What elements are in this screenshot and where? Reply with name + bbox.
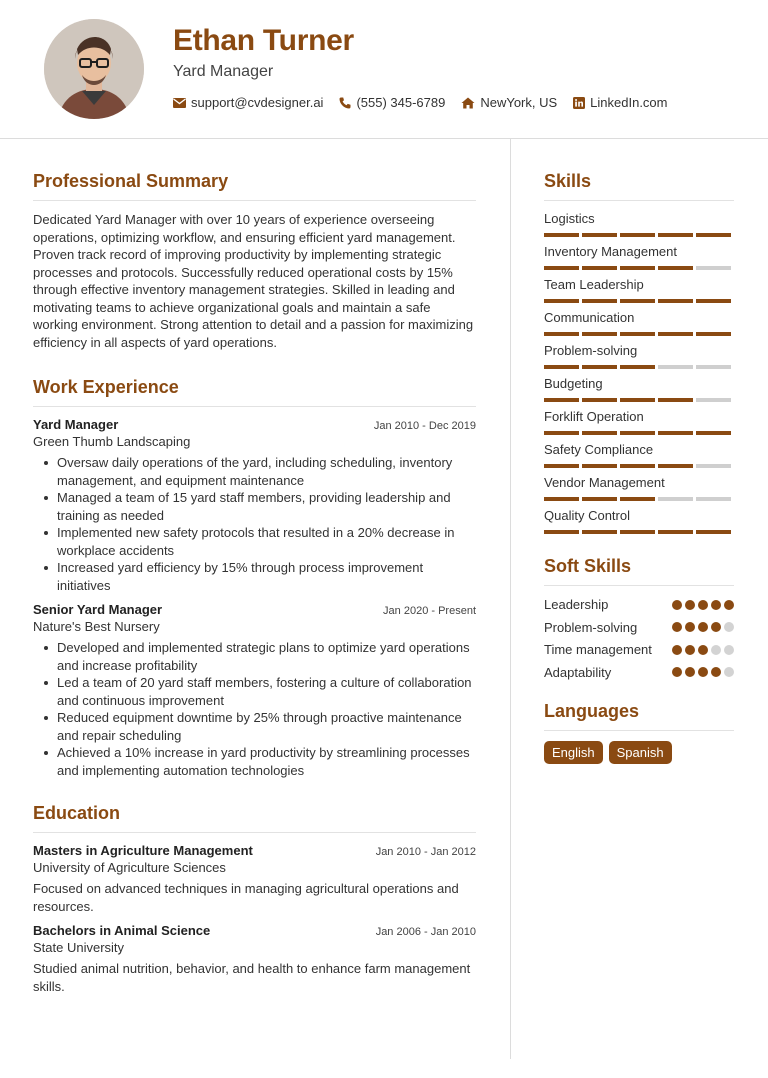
soft-skill-rating — [672, 622, 734, 632]
skill-level-segment — [696, 266, 731, 270]
skill-level-segment — [620, 398, 655, 402]
linkedin-icon — [573, 97, 585, 109]
skill-level-segment — [696, 431, 731, 435]
skill-level-segment — [696, 497, 731, 501]
job-title: Yard Manager — [33, 417, 119, 432]
skill-name: Logistics — [544, 211, 595, 226]
job-company: Green Thumb Landscaping — [33, 434, 191, 449]
rating-dot — [672, 622, 682, 632]
contact-email[interactable] — [173, 95, 323, 110]
skill-name: Team Leadership — [544, 277, 644, 292]
skill-level-segment — [620, 233, 655, 237]
skill-level-segment — [582, 299, 617, 303]
language-tag: English — [544, 741, 603, 764]
rating-dot — [685, 667, 695, 677]
skills-section — [544, 171, 734, 534]
skill-item — [544, 508, 734, 534]
person-photo-icon — [44, 19, 144, 119]
skill-level-segment — [582, 431, 617, 435]
language-tag: Spanish — [609, 741, 672, 764]
rating-dot — [724, 667, 734, 677]
skill-level-bar — [544, 398, 734, 402]
skill-item — [544, 376, 734, 402]
contact-location-text: NewYork, US — [480, 95, 558, 110]
skill-item — [544, 211, 734, 237]
soft-skill-item — [544, 641, 734, 659]
skill-level-segment — [696, 398, 731, 402]
profile-photo — [44, 19, 144, 119]
skill-level-segment — [544, 398, 579, 402]
summary-text: Dedicated Yard Manager with over 10 years of experience overseeing operations, optimizing workflow, and ensuring efficient yard management. Proven track record of improving productivity by implementing strategic processes and protocols. Successfully reduced operational costs by 15% through effective inventory management strategies. Skilled in leading and motivating teams to achieve organizational goals and maintain a safe working environment. Strong attention to detail and a passion for maximizing efficiency in all aspects of yard operations. — [33, 212, 474, 350]
soft-skill-rating — [672, 645, 734, 655]
skill-level-segment — [544, 431, 579, 435]
school-name: University of Agriculture Sciences — [33, 860, 226, 875]
rating-dot — [724, 622, 734, 632]
education-entry — [33, 923, 476, 995]
degree-title: Masters in Agriculture Management — [33, 843, 253, 858]
rating-dot — [698, 645, 708, 655]
rating-dot — [698, 667, 708, 677]
skill-level-segment — [582, 233, 617, 237]
languages-section — [544, 701, 734, 764]
candidate-name: Ethan Turner — [173, 24, 354, 57]
soft-skill-item — [544, 596, 734, 614]
skill-level-segment — [658, 530, 693, 534]
contact-location — [461, 95, 557, 110]
skill-level-bar — [544, 464, 734, 468]
rating-dot — [685, 622, 695, 632]
contact-phone[interactable] — [339, 95, 445, 110]
skill-item — [544, 475, 734, 501]
main-column — [33, 171, 476, 995]
skill-level-segment — [582, 266, 617, 270]
rating-dot — [698, 600, 708, 610]
job-bullet: Oversaw daily operations of the yard, including scheduling, inventory management, and equipment maintenance — [33, 454, 476, 489]
skill-level-segment — [658, 398, 693, 402]
skill-level-bar — [544, 365, 734, 369]
language-tags — [544, 741, 734, 764]
rating-dot — [711, 667, 721, 677]
job-bullets — [33, 639, 476, 779]
rating-dot — [724, 600, 734, 610]
skill-level-segment — [658, 497, 693, 501]
skill-level-segment — [582, 398, 617, 402]
rating-dot — [711, 622, 721, 632]
skill-level-segment — [582, 365, 617, 369]
skill-name: Safety Compliance — [544, 442, 654, 457]
skill-level-segment — [658, 299, 693, 303]
soft-skill-rating — [672, 600, 734, 610]
job-bullet: Increased yard efficiency by 15% through process improvement initiatives — [33, 559, 476, 594]
skill-level-bar — [544, 530, 734, 534]
skill-level-bar — [544, 299, 734, 303]
candidate-title: Yard Manager — [173, 63, 274, 80]
skill-level-segment — [582, 464, 617, 468]
skill-item — [544, 310, 734, 336]
job-entry — [33, 417, 476, 594]
skill-item — [544, 277, 734, 303]
degree-date: Jan 2006 - Jan 2010 — [375, 926, 476, 938]
experience-section — [33, 377, 476, 779]
skill-level-segment — [544, 266, 579, 270]
degree-description: Focused on advanced techniques in managing agricultural operations and resources. — [33, 881, 459, 914]
skill-level-bar — [544, 266, 734, 270]
skill-name: Vendor Management — [544, 475, 665, 490]
skill-level-segment — [620, 497, 655, 501]
skill-level-segment — [658, 332, 693, 336]
skill-level-segment — [696, 530, 731, 534]
skill-level-segment — [658, 365, 693, 369]
rating-dot — [711, 645, 721, 655]
education-heading: Education — [33, 803, 476, 833]
skill-level-segment — [620, 266, 655, 270]
rating-dot — [672, 645, 682, 655]
skill-level-segment — [582, 530, 617, 534]
contact-linkedin-text: LinkedIn.com — [590, 95, 668, 110]
rating-dot — [672, 600, 682, 610]
skills-list — [544, 211, 734, 534]
skill-level-bar — [544, 332, 734, 336]
skill-level-segment — [582, 332, 617, 336]
skill-level-segment — [544, 530, 579, 534]
job-bullet: Implemented new safety protocols that resulted in a 20% decrease in workplace accidents — [33, 524, 476, 559]
languages-heading: Languages — [544, 701, 734, 731]
skill-level-segment — [544, 365, 579, 369]
skills-heading: Skills — [544, 171, 734, 201]
rating-dot — [724, 645, 734, 655]
skill-level-segment — [544, 464, 579, 468]
soft-skill-item — [544, 619, 734, 637]
resume-header — [0, 0, 768, 139]
job-bullet: Led a team of 20 yard staff members, fostering a culture of collaboration and continuous improvement — [33, 674, 476, 709]
skill-level-segment — [620, 431, 655, 435]
job-entry — [33, 602, 476, 779]
column-divider — [510, 139, 511, 1059]
soft-skills-list — [544, 596, 734, 681]
skill-item — [544, 409, 734, 435]
skill-level-segment — [658, 431, 693, 435]
contact-linkedin[interactable] — [573, 95, 667, 110]
rating-dot — [711, 600, 721, 610]
rating-dot — [698, 622, 708, 632]
skill-item — [544, 244, 734, 270]
contact-phone-text: (555) 345-6789 — [356, 95, 446, 110]
skill-name: Budgeting — [544, 376, 603, 391]
skill-name: Forklift Operation — [544, 409, 644, 424]
summary-heading: Professional Summary — [33, 171, 476, 201]
degree-title: Bachelors in Animal Science — [33, 923, 211, 938]
education-entry — [33, 843, 476, 915]
soft-skill-item — [544, 664, 734, 682]
skill-level-segment — [620, 332, 655, 336]
skill-name: Quality Control — [544, 508, 630, 523]
skill-name: Problem-solving — [544, 343, 638, 358]
degree-description: Studied animal nutrition, behavior, and health to enhance farm management skills. — [33, 961, 471, 994]
skill-level-segment — [620, 530, 655, 534]
soft-skill-rating — [672, 667, 734, 677]
skill-level-segment — [620, 299, 655, 303]
phone-icon — [339, 97, 351, 109]
education-section — [33, 803, 476, 995]
skill-level-bar — [544, 431, 734, 435]
contact-email-text: support@cvdesigner.ai — [191, 95, 324, 110]
skill-level-segment — [658, 266, 693, 270]
skill-name: Inventory Management — [544, 244, 677, 259]
skill-level-segment — [620, 365, 655, 369]
soft-skills-heading: Soft Skills — [544, 556, 734, 586]
degree-date: Jan 2010 - Jan 2012 — [375, 846, 476, 858]
skill-level-bar — [544, 233, 734, 237]
skill-level-segment — [620, 464, 655, 468]
skill-level-segment — [696, 233, 731, 237]
skill-level-segment — [696, 332, 731, 336]
rating-dot — [685, 600, 695, 610]
job-company: Nature's Best Nursery — [33, 619, 160, 634]
skill-name: Communication — [544, 310, 635, 325]
skill-level-bar — [544, 497, 734, 501]
skill-level-segment — [658, 464, 693, 468]
skill-item — [544, 343, 734, 369]
summary-section — [33, 171, 476, 351]
job-bullet: Developed and implemented strategic plans to optimize yard operations and increase profitability — [33, 639, 476, 674]
soft-skill-name: Time management — [544, 642, 652, 657]
skill-item — [544, 442, 734, 468]
soft-skill-name: Problem-solving — [544, 619, 638, 635]
home-icon — [461, 97, 475, 109]
job-bullet: Reduced equipment downtime by 25% through proactive maintenance and repair scheduling — [33, 709, 476, 744]
rating-dot — [685, 645, 695, 655]
soft-skill-name: Adaptability — [544, 664, 612, 680]
contact-bar — [173, 95, 684, 110]
sidebar-column — [544, 171, 734, 764]
skill-level-segment — [696, 365, 731, 369]
job-bullet: Managed a team of 15 yard staff members, providing leadership and training as needed — [33, 489, 476, 524]
skill-level-segment — [544, 233, 579, 237]
skill-level-segment — [696, 299, 731, 303]
skill-level-segment — [544, 299, 579, 303]
skill-level-segment — [544, 497, 579, 501]
skill-level-segment — [658, 233, 693, 237]
school-name: State University — [33, 940, 125, 955]
skill-level-segment — [696, 464, 731, 468]
rating-dot — [672, 667, 682, 677]
soft-skill-name: Leadership — [544, 597, 609, 612]
job-title: Senior Yard Manager — [33, 602, 163, 617]
job-date: Jan 2020 - Present — [383, 605, 476, 617]
skill-level-segment — [544, 332, 579, 336]
job-bullet: Achieved a 10% increase in yard productivity by streamlining processes and implementing automation technologies — [33, 744, 476, 779]
skill-level-segment — [582, 497, 617, 501]
soft-skills-section — [544, 556, 734, 681]
job-bullets — [33, 454, 476, 594]
email-icon — [173, 98, 186, 108]
job-date: Jan 2010 - Dec 2019 — [373, 420, 476, 432]
experience-heading: Work Experience — [33, 377, 476, 407]
